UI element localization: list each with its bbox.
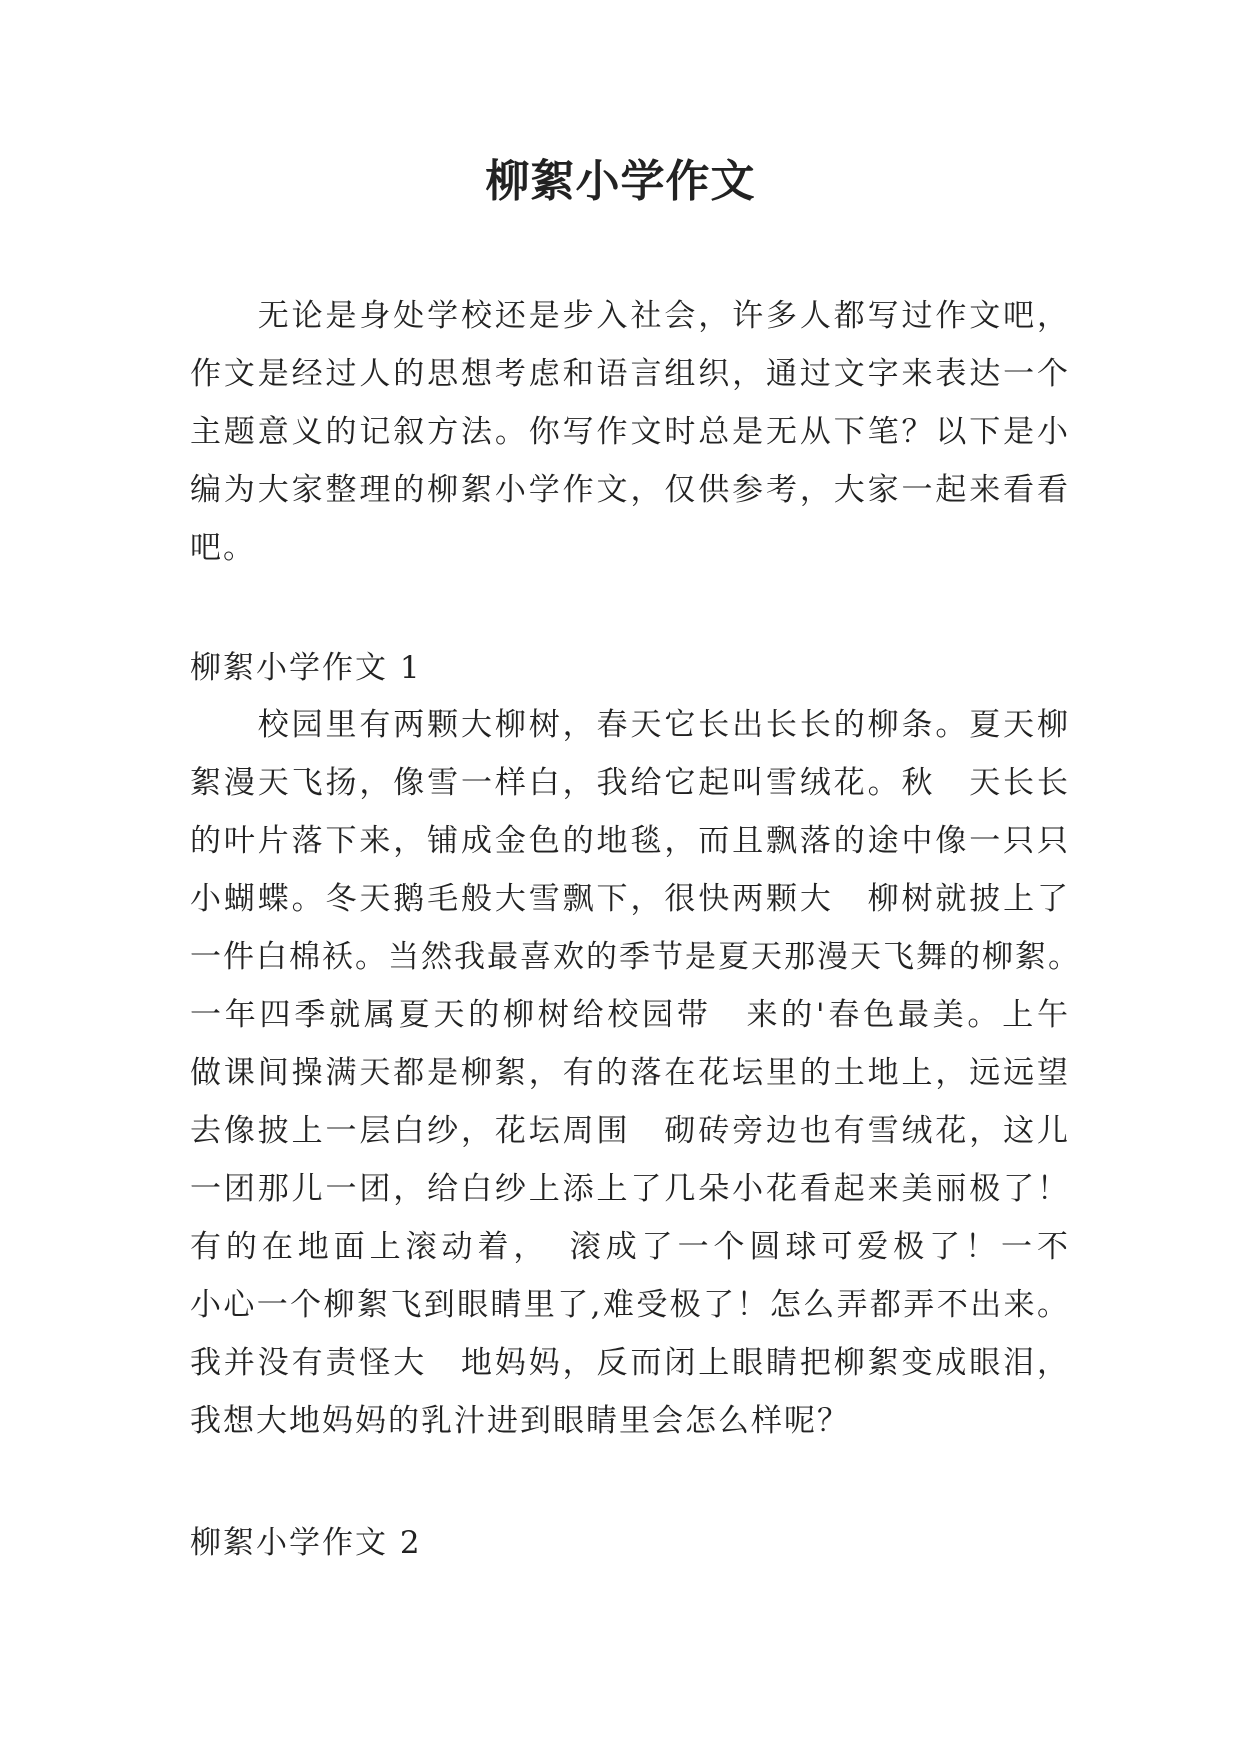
intro-line: 吧。: [190, 530, 256, 566]
intro-line: 作文是经过人的思想考虑和语言组织，通过文字来表达一个: [190, 356, 1070, 392]
section-1-line: 我想大地妈妈的乳汁进到眼睛里会怎么样呢？: [190, 1403, 850, 1439]
section-1-line: 絮漫天飞扬，像雪一样白，我给它起叫雪绒花。秋 天长长: [190, 765, 1070, 801]
section-1-line: 我并没有责怪大 地妈妈，反而闭上眼睛把柳絮变成眼泪，: [190, 1345, 1070, 1381]
section-1-line: 小蝴蝶。冬天鹅毛般大雪飘下，很快两颗大 柳树就披上了: [190, 881, 1070, 917]
intro-paragraph: [190, 287, 1070, 577]
section-1-paragraph: [190, 696, 1081, 1450]
intro-line: 编为大家整理的柳絮小学作文，仅供参考，大家一起来看看: [190, 472, 1070, 508]
section-1-heading: 柳絮小学作文 1: [190, 650, 422, 686]
section-1-line: 做课间操满天都是柳絮，有的落在花坛里的土地上，远远望: [190, 1055, 1070, 1091]
section-2-heading: 柳絮小学作文 2: [190, 1525, 422, 1561]
section-1-line: 有的在地面上滚动着， 滚成了一个圆球可爱极了！一不: [190, 1229, 1070, 1265]
section-1-line: 一年四季就属夏天的柳树给校园带 来的'春色最美。上午: [190, 997, 1070, 1033]
section-1-line: 一件白棉袄。当然我最喜欢的季节是夏天那漫天飞舞的柳絮。: [190, 939, 1081, 975]
document-title: 柳絮小学作文: [485, 156, 756, 207]
section-1-line: 一团那儿一团，给白纱上添上了几朵小花看起来美丽极了！: [190, 1171, 1070, 1207]
intro-line: 主题意义的记叙方法。你写作文时总是无从下笔？以下是小: [190, 414, 1070, 450]
section-1-line: 的叶片落下来，铺成金色的地毯，而且飘落的途中像一只只: [190, 823, 1070, 859]
section-1-line: 小心一个柳絮飞到眼睛里了,难受极了！怎么弄都弄不出来。: [190, 1287, 1070, 1323]
section-1-line: 校园里有两颗大柳树，春天它长出长长的柳条。夏天柳: [190, 707, 1070, 743]
section-1-line: 去像披上一层白纱，花坛周围 砌砖旁边也有雪绒花，这儿: [190, 1113, 1070, 1149]
intro-line: 无论是身处学校还是步入社会，许多人都写过作文吧，: [190, 298, 1070, 334]
